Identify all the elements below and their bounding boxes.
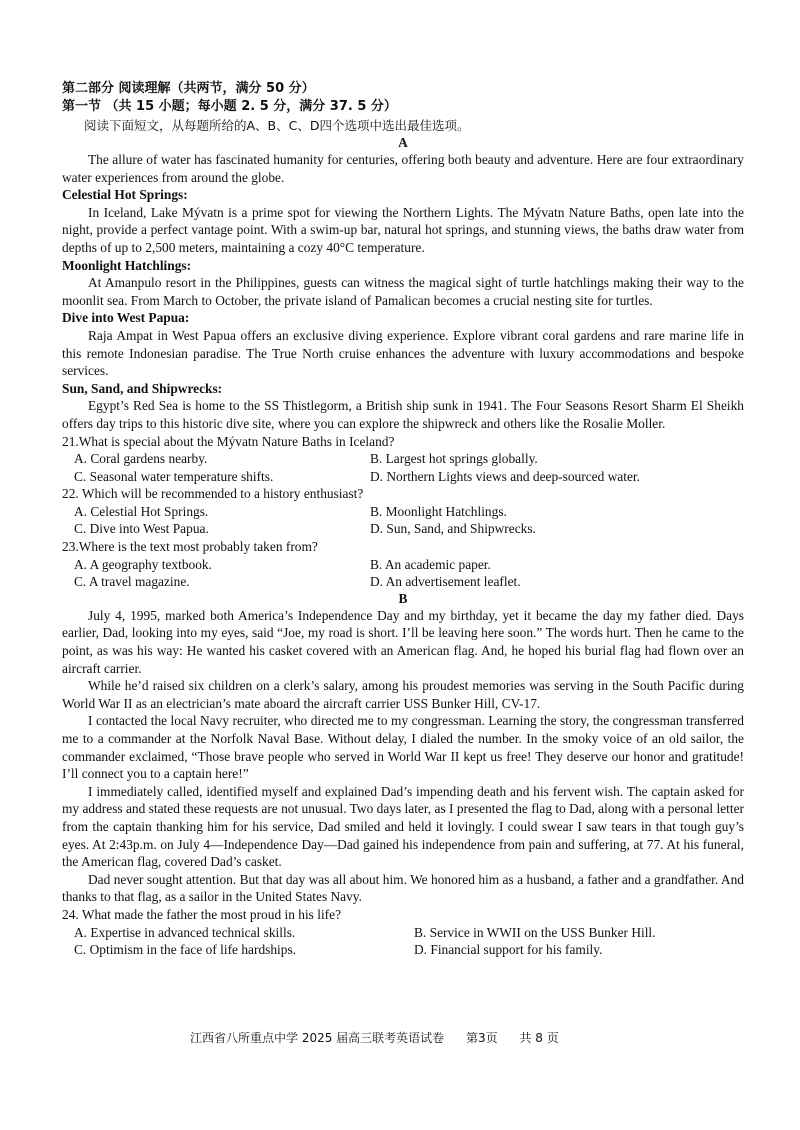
option-a: A. A geography textbook. <box>74 556 212 572</box>
option-b: B. Moonlight Hatchlings. <box>370 503 507 519</box>
options-24 <box>62 924 744 959</box>
part-heading: 第二部分 阅读理解（共两节，满分 50 分） <box>62 81 315 96</box>
section-text: At Amanpulo resort in the Philippines, guests can witness the magical sight of turtle hatchlings making their way to the moonlit sea. From March to October, the private island of Pamalican becomes a crucial nesting site for turtles. <box>62 275 744 308</box>
passage-a-label: A <box>398 135 408 150</box>
option-c: C. Optimism in the face of life hardships. <box>74 942 297 958</box>
section-title: Dive into West Papua: <box>62 310 190 326</box>
passage-b-label: B <box>398 590 408 606</box>
section-title: Sun, Sand, and Shipwrecks: <box>62 380 223 396</box>
passage-a-intro: The allure of water has fascinated humanity for centuries, offering both beauty and adventure. Here are four extraordinary water experiences from around the globe. <box>62 152 744 185</box>
option-c: C. Dive into West Papua. <box>74 521 209 537</box>
options-23 <box>62 556 744 591</box>
passage-b-paragraph: July 4, 1995, marked both America’s Independence Day and my birthday, yet it became the day my father died. Days earlier, Dad, looking into my eyes, said “Joe, my road is short. I’ll be leaving here soon.” The words hurt. Then he came to the point, as was his way: He wanted his casket covered with an American flag. And, he hoped his burial flag had flown over an aircraft carrier. <box>62 607 744 676</box>
option-d: D. Northern Lights views and deep-sourced water. <box>370 468 640 484</box>
section-text: Egypt’s Red Sea is home to the SS Thistlegorm, a British ship sunk in 1941. The Four Seasons Resort Sharm El Sheikh offers day trips to this historic dive site, where you can explore the shipwreck and others like the Rosalie Moller. <box>62 398 744 431</box>
passage-b-paragraph: While he’d raised six children on a clerk’s salary, among his proudest memories was serving in the South Pacific during World War II as an electrician’s mate aboard the aircraft carrier USS Bunker Hill, CV-17. <box>62 678 744 711</box>
question-21: 21.What is special about the Mývatn Nature Baths in Iceland? <box>62 433 395 449</box>
section-text: In Iceland, Lake Mývatn is a prime spot for viewing the Northern Lights. The Mývatn Nature Baths, open late into the night, provide a perfect vantage point. With a swim-up bar, natural hot springs, and stunning views, the baths draw water from depths of up to 2,500 meters, maintaining a cozy 40°C temperature. <box>62 204 744 255</box>
option-b: B. Largest hot springs globally. <box>370 451 538 467</box>
option-b: B. Service in WWII on the USS Bunker Hill. <box>414 924 656 940</box>
instruction: 阅读下面短文，从每题所给的A、B、C、D四个选项中选出最佳选项。 <box>84 118 470 133</box>
section-heading: 第一节 （共 15 小题；每小题 2. 5 分，满分 37. 5 分） <box>62 99 397 114</box>
question-23: 23.Where is the text most probably taken from? <box>62 539 318 555</box>
option-a: A. Expertise in advanced technical skills. <box>74 924 296 940</box>
passage-b-paragraph: I immediately called, identified myself and explained Dad’s impending death and his fervent wish. The captain asked for my address and stated these requests are not unusual. Two days later, as I presented the flag to Dad, along with a personal letter from the captain thanking him for his service, Dad smiled and held it lovingly. I could swear I saw tears in that tough guy’s eyes. At 2:43p.m. on July 4—Independence Day—Dad gained his independence from pain and suffering, at 77. At his funeral, the American flag, covered Dad’s casket. <box>62 783 744 870</box>
passage-b-paragraph: I contacted the local Navy recruiter, who directed me to my congressman. Learning the story, the congressman transferred me to a commander at the Norfolk Naval Base. Without delay, I dialed the number. In the smoky voice of an old sailor, the commander exclaimed, “Those brave people who served in World War II kept us free! They deserve our honor and gratitude! I’ll connect you to a captain here!” <box>62 713 744 782</box>
options-22 <box>62 503 744 538</box>
exam-title: 江西省八所重点中学 2025 届高三联考英语试卷 <box>190 1031 445 1045</box>
page-number: 第3页 <box>466 1031 498 1045</box>
option-a: A. Celestial Hot Springs. <box>74 503 209 519</box>
section-title: Moonlight Hatchlings: <box>62 257 192 273</box>
option-d: D. An advertisement leaflet. <box>370 574 521 590</box>
question-22: 22. Which will be recommended to a history enthusiast? <box>62 486 364 502</box>
question-24: 24. What made the father the most proud in his life? <box>62 906 342 922</box>
section-title: Celestial Hot Springs: <box>62 187 188 203</box>
option-c: C. A travel magazine. <box>74 574 190 590</box>
page-total: 共 8 页 <box>519 1031 559 1045</box>
option-b: B. An academic paper. <box>370 556 491 572</box>
options-21 <box>62 450 744 485</box>
option-d: D. Financial support for his family. <box>414 942 603 958</box>
option-a: A. Coral gardens nearby. <box>74 451 208 467</box>
option-d: D. Sun, Sand, and Shipwrecks. <box>370 521 536 537</box>
exam-page <box>62 80 744 959</box>
passage-b-paragraph: Dad never sought attention. But that day was all about him. We honored him as a husband, a father and a grandfather. And thanks to that flag, as a sailor in the United States Navy. <box>62 871 744 905</box>
option-c: C. Seasonal water temperature shifts. <box>74 468 274 484</box>
section-text: Raja Ampat in West Papua offers an exclusive diving experience. Explore vibrant coral gardens and rare marine life in this remote Indonesian paradise. The True North cruise enhances the adventure with luxury accommodations and bespoke services. <box>62 327 744 379</box>
page-footer <box>190 1030 750 1048</box>
